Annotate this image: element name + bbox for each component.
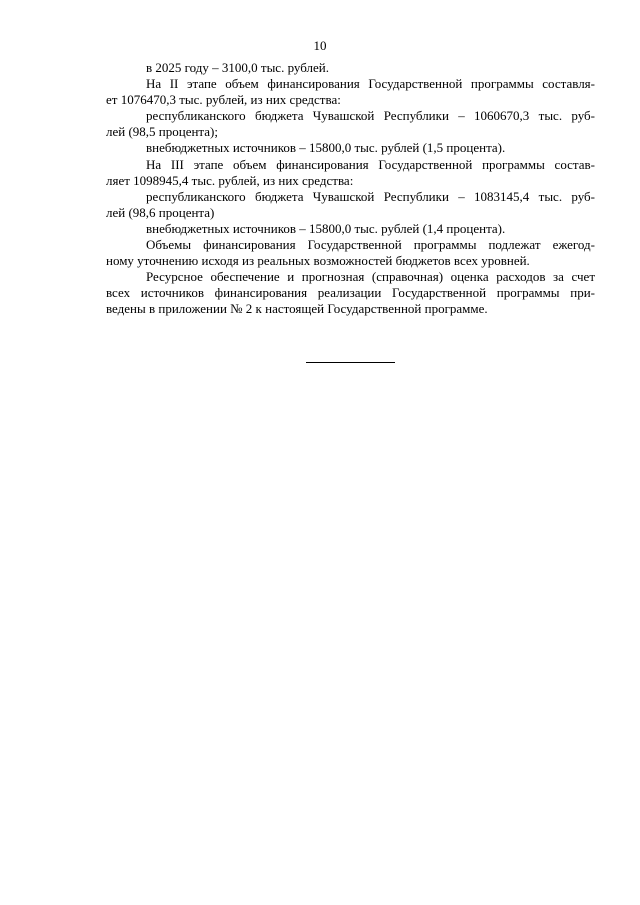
text-line: На II этапе объем финансирования Государственной программы составля- bbox=[146, 76, 595, 92]
text-line: республиканского бюджета Чувашской Республики – 1083145,4 тыс. руб- bbox=[146, 188, 595, 204]
text-line: ному уточнению исходя из реальных возможностей бюджетов всех уровней. bbox=[106, 253, 530, 269]
section-separator bbox=[306, 362, 395, 363]
text-line: ет 1076470,3 тыс. рублей, из них средства: bbox=[106, 92, 341, 108]
page-number: 10 bbox=[313, 38, 327, 53]
text-line: республиканского бюджета Чувашской Республики – 1060670,3 тыс. руб- bbox=[146, 108, 595, 124]
text-line: всех источников финансирования реализации Государственной программы при- bbox=[106, 285, 595, 301]
text-line: ведены в приложении № 2 к настоящей Государственной программе. bbox=[106, 301, 488, 317]
text-line: лей (98,6 процента) bbox=[106, 204, 215, 220]
document-body bbox=[106, 60, 595, 318]
text-line: Объемы финансирования Государственной программы подлежат ежегод- bbox=[146, 237, 595, 253]
text-line: внебюджетных источников – 15800,0 тыс. рублей (1,5 процента). bbox=[146, 140, 506, 156]
text-line: На III этапе объем финансирования Государственной программы состав- bbox=[146, 156, 595, 172]
text-line: Ресурсное обеспечение и прогнозная (справочная) оценка расходов за счет bbox=[146, 269, 595, 285]
text-line: в 2025 году – 3100,0 тыс. рублей. bbox=[146, 60, 329, 75]
text-line: лей (98,5 процента); bbox=[106, 124, 218, 140]
text-line: ляет 1098945,4 тыс. рублей, из них средства: bbox=[106, 172, 354, 188]
text-line: внебюджетных источников – 15800,0 тыс. рублей (1,4 процента). bbox=[146, 220, 506, 236]
